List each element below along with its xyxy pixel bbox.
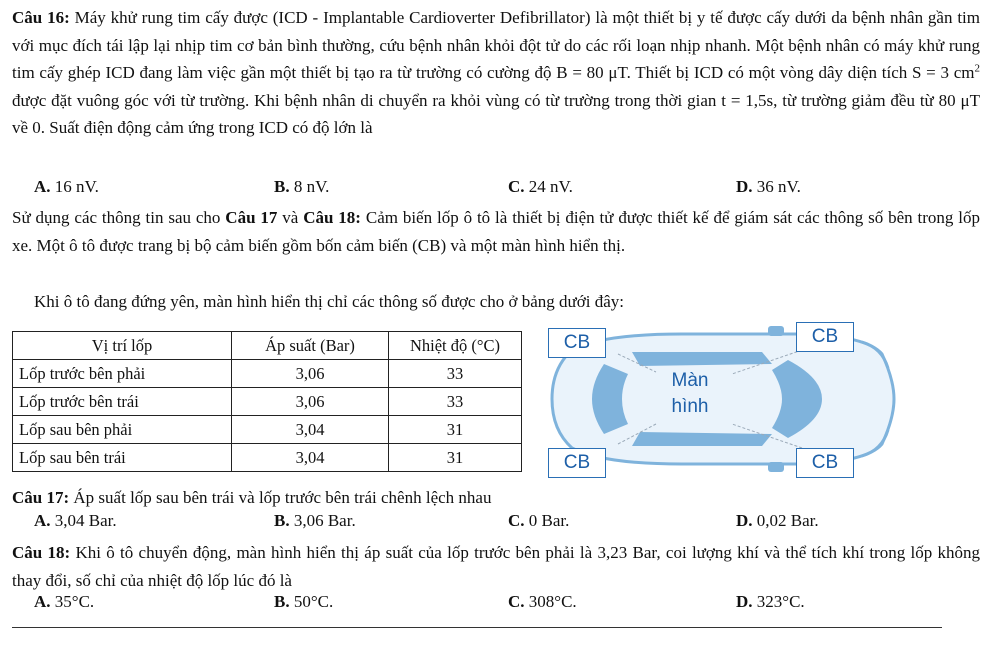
option-a[interactable]: A. 16 nV. [34, 177, 99, 196]
question-16-options [34, 177, 974, 203]
question-18-label: Câu 18: [12, 543, 71, 562]
question-17-text: Áp suất lốp sau bên trái và lốp trước bên trái chênh lệch nhau [69, 488, 492, 507]
question-17-stem [12, 484, 980, 512]
tire-data-table [12, 331, 522, 472]
option-b[interactable]: B. 8 nV. [274, 177, 330, 196]
shared-intro: Sử dụng các thông tin sau cho Câu 17 và Câu 18: Cảm biến lốp ô tô là thiết bị điện tử được thiết kế để giám sát các thông số bên trong lốp xe. Một ô tô được trang bị bộ cảm biến gồm bốn cảm biến (CB) và một màn hình hiển thị. [12, 208, 980, 255]
question-16-label: Câu 16: [12, 8, 70, 27]
option-a[interactable]: A. 35°C. [34, 592, 95, 611]
option-a[interactable]: A. 3,04 Bar. [34, 511, 117, 530]
option-c[interactable]: C. 0 Bar. [508, 511, 570, 530]
question-16-text-cont: được đặt vuông góc với từ trường. Khi bệnh nhân di chuyển ra khỏi vùng có từ trường trong thời gian t = 1,5s, từ trường giảm đều từ 80 μT về 0. Suất điện động cảm ứng trong ICD có độ lớn là [12, 90, 980, 137]
question-18-stem [12, 539, 980, 594]
option-d[interactable]: D. 0,02 Bar. [736, 511, 819, 530]
question-16-text: Máy khử rung tim cấy được (ICD - Implantable Cardioverter Defibrillator) là một thiết bị y tế được cấy dưới da bệnh nhân gần tim với mục đích tái lập lại nhịp tim cơ bản bình thường, cứu bệnh nhân khỏi đột tử do các rối loạn nhịp nhanh. Một bệnh nhân có máy khử rung tim cấy ghép ICD đang làm việc gần một thiết bị tạo ra từ trường có cường độ B = 80 μT. Thiết bị ICD có một vòng dây diện tích S = 3 cm [12, 8, 980, 82]
car-sensor-figure [532, 320, 898, 478]
bottom-divider [12, 627, 942, 628]
sensor-front-top: CB [796, 322, 854, 352]
question-17-options [34, 511, 974, 537]
table-row: Lốp trước bên phải 3,06 33 [13, 360, 522, 388]
ref-question-18: Câu 18: [303, 208, 361, 227]
col-header-position: Vị trí lốp [13, 332, 232, 360]
sensor-rear-left-top: CB [548, 328, 606, 358]
option-b[interactable]: B. 3,06 Bar. [274, 511, 356, 530]
car-mirror-bottom [768, 462, 784, 472]
table-row: Lốp sau bên trái 3,04 31 [13, 444, 522, 472]
car-side-window-bottom [632, 432, 772, 446]
unit-exponent: 2 [974, 62, 980, 75]
intro-table-lead: Khi ô tô đang đứng yên, màn hình hiển thị chỉ các thông số được cho ở bảng dưới đây: [34, 292, 625, 311]
option-c[interactable]: C. 308°C. [508, 592, 577, 611]
option-b[interactable]: B. 50°C. [274, 592, 334, 611]
question-16-stem [12, 4, 980, 142]
display-screen-label: Màn hình [671, 370, 709, 417]
option-d[interactable]: D. 323°C. [736, 592, 805, 611]
table-header-row [13, 332, 522, 360]
table-row: Lốp trước bên trái 3,06 33 [13, 388, 522, 416]
question-18-options [34, 592, 974, 618]
col-header-temperature: Nhiệt độ (°C) [389, 332, 522, 360]
sensor-front-bottom: CB [796, 448, 854, 478]
car-side-window-top [632, 352, 772, 366]
option-c[interactable]: C. 24 nV. [508, 177, 573, 196]
ref-question-17: Câu 17 [225, 208, 278, 227]
option-d[interactable]: D. 36 nV. [736, 177, 801, 196]
question-18-text: Khi ô tô chuyển động, màn hình hiển thị áp suất của lốp trước bên phải là 3,23 Bar, coi lượng khí và thể tích khí trong lốp không thay đổi, số chỉ của nhiệt độ lốp lúc đó là [12, 543, 980, 590]
car-mirror-top [768, 326, 784, 336]
col-header-pressure: Áp suất (Bar) [232, 332, 389, 360]
sensor-rear-bottom: CB [548, 448, 606, 478]
table-row: Lốp sau bên phải 3,04 31 [13, 416, 522, 444]
question-17-label: Câu 17: [12, 488, 70, 507]
